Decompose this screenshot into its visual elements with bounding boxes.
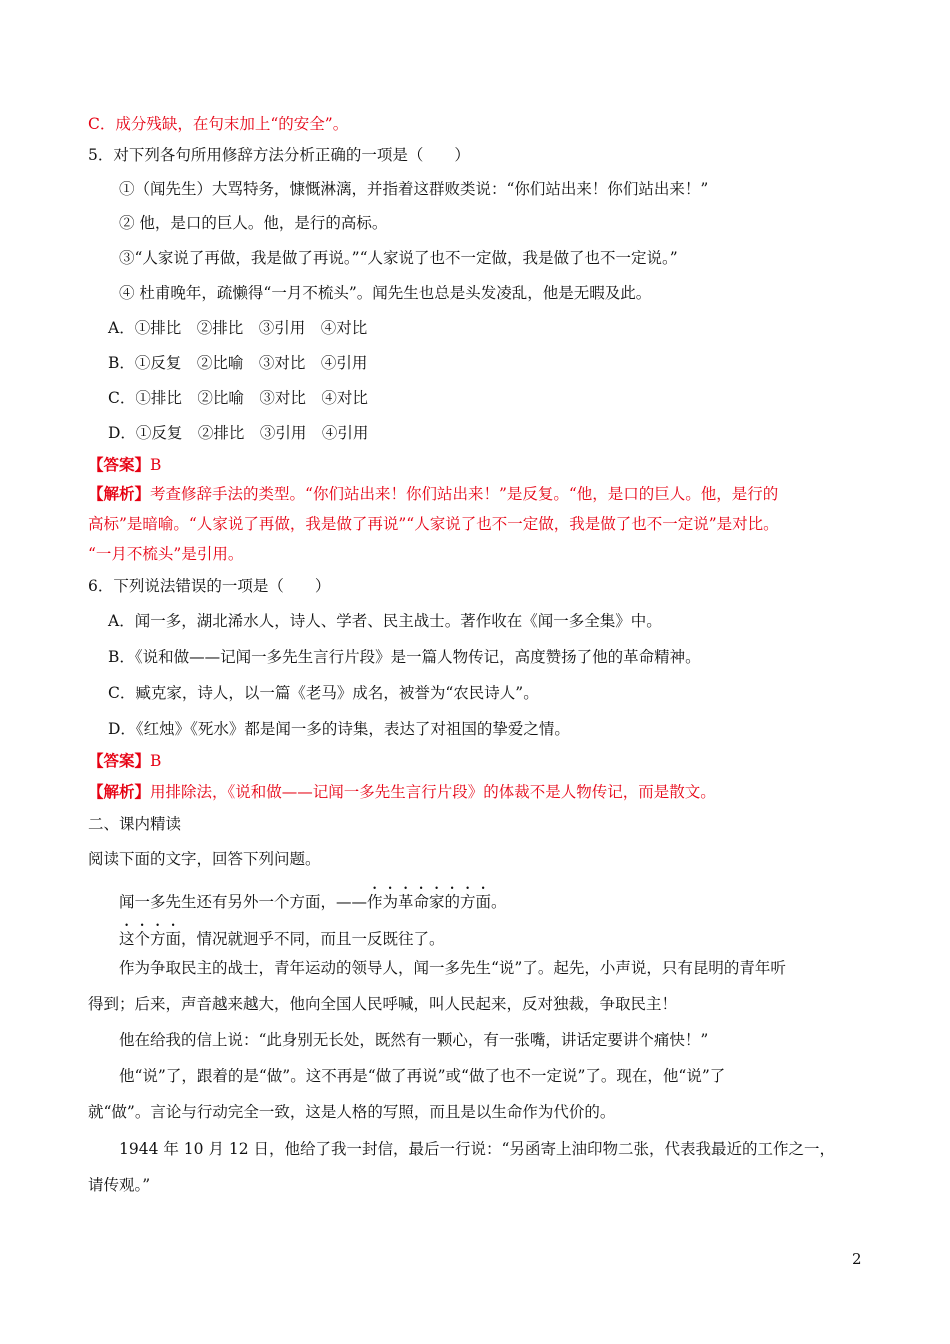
q5-item-4: ④ 杜甫晚年，疏懒得“一月不梳头”。闻先生也总是头发凌乱，他是无暇及此。 <box>119 284 652 302</box>
p1-text-after: 。 <box>491 893 507 911</box>
q5-answer <box>88 454 161 476</box>
q6-analysis-text: 用排除法，《说和做——记闻一多先生言行片段》的体裁不是人物传记，而是散文。 <box>150 783 716 801</box>
page-number: 2 <box>852 1250 862 1268</box>
section-heading: 二、课内精读 <box>88 815 182 833</box>
q5-answer-value: B <box>150 456 162 474</box>
passage-paragraph-6-line-2: 请传观。” <box>88 1176 151 1194</box>
passage-paragraph-5-line-1: 他“说”了，跟着的是“做”。这不再是“做了再说”或“做了也不一定说”了。现在，他“说”了 <box>119 1067 726 1085</box>
q5-analysis-line-2: 高标”是暗喻。“人家说了再做，我是做了再说”“人家说了也不一定做，我是做了也不一定说”是对比。 <box>88 515 779 533</box>
q6-option-d: D．《红烛》《死水》都是闻一多的诗集，表达了对祖国的挚爱之情。 <box>108 720 570 738</box>
q6-analysis <box>88 781 716 803</box>
passage-paragraph-4: 他在给我的信上说：“此身别无长处，既然有一颗心，有一张嘴，讲话定要讲个痛快！” <box>119 1031 709 1049</box>
q6-answer-value: B <box>150 752 162 770</box>
passage-paragraph-1 <box>119 884 507 913</box>
q6-option-a: A．闻一多，湖北浠水人，诗人、学者、民主战士。著作收在《闻一多全集》中。 <box>108 612 662 630</box>
passage-paragraph-5-line-2: 就“做”。言论与行动完全一致，这是人格的写照，而且是以生命作为代价的。 <box>88 1103 616 1121</box>
passage-paragraph-3-line-2: 得到；后来，声音越来越大，他向全国人民呼喊，叫人民起来，反对独裁，争取民主！ <box>88 995 678 1013</box>
q5-item-2: ② 他，是口的巨人。他，是行的高标。 <box>119 214 388 232</box>
p2-text-after: ，情况就迥乎不同，而且一反既往了。 <box>181 930 445 948</box>
q5-answer-label: 【答案】 <box>88 455 151 474</box>
q4-option-c: C．成分残缺，在句末加上“的安全”。 <box>88 115 349 133</box>
p2-emphasized-text: 这个方面 <box>119 930 182 948</box>
q5-item-1: ①（闻先生）大骂特务，慷慨淋漓，并指着这群败类说：“你们站出来！你们站出来！” <box>119 180 709 198</box>
q6-answer <box>88 750 161 772</box>
reading-instruction: 阅读下面的文字，回答下列问题。 <box>88 850 321 868</box>
q5-analysis-line-3: “一月不梳头”是引用。 <box>88 545 244 563</box>
passage-paragraph-3-line-1: 作为争取民主的战士，青年运动的领导人，闻一多先生“说”了。起先，小声说，只有昆明的青年听 <box>119 959 786 977</box>
q6-answer-label: 【答案】 <box>88 751 151 770</box>
q5-option-d: D．①反复 ②排比 ③引用 ④引用 <box>108 424 369 442</box>
q5-analysis-text-1: 考查修辞手法的类型。“你们站出来！你们站出来！”是反复。“他，是口的巨人。他，是行的 <box>150 485 779 503</box>
passage-paragraph-6-line-1: 1944 年 10 月 12 日，他给了我一封信，最后一行说：“另函寄上油印物二张，代表我最近的工作之一， <box>119 1140 835 1158</box>
p1-text-before: 闻一多先生还有另外一个方面，—— <box>119 893 368 911</box>
q6-option-c: C．臧克家，诗人，以一篇《老马》成名，被誉为“农民诗人”。 <box>108 684 539 702</box>
q5-option-c: C．①排比 ②比喻 ③对比 ④对比 <box>108 389 368 407</box>
q6-stem: 6．下列说法错误的一项是（ ） <box>88 577 331 595</box>
q5-option-b: B．①反复 ②比喻 ③对比 ④引用 <box>108 354 368 372</box>
p1-emphasized-text: 作为革命家的方面 <box>367 893 492 911</box>
q5-analysis-label: 【解析】 <box>88 484 151 503</box>
passage-paragraph-2 <box>119 921 445 950</box>
q5-stem: 5．对下列各句所用修辞方法分析正确的一项是（ ） <box>88 146 470 164</box>
q6-option-b: B．《说和做——记闻一多先生言行片段》是一篇人物传记，高度赞扬了他的革命精神。 <box>108 648 701 666</box>
q5-analysis-line-1 <box>88 483 778 505</box>
q5-item-3: ③“人家说了再做，我是做了再说。”“人家说了也不一定做，我是做了也不一定说。” <box>119 249 678 267</box>
q5-option-a: A．①排比 ②排比 ③引用 ④对比 <box>108 319 368 337</box>
q6-analysis-label: 【解析】 <box>88 782 151 801</box>
